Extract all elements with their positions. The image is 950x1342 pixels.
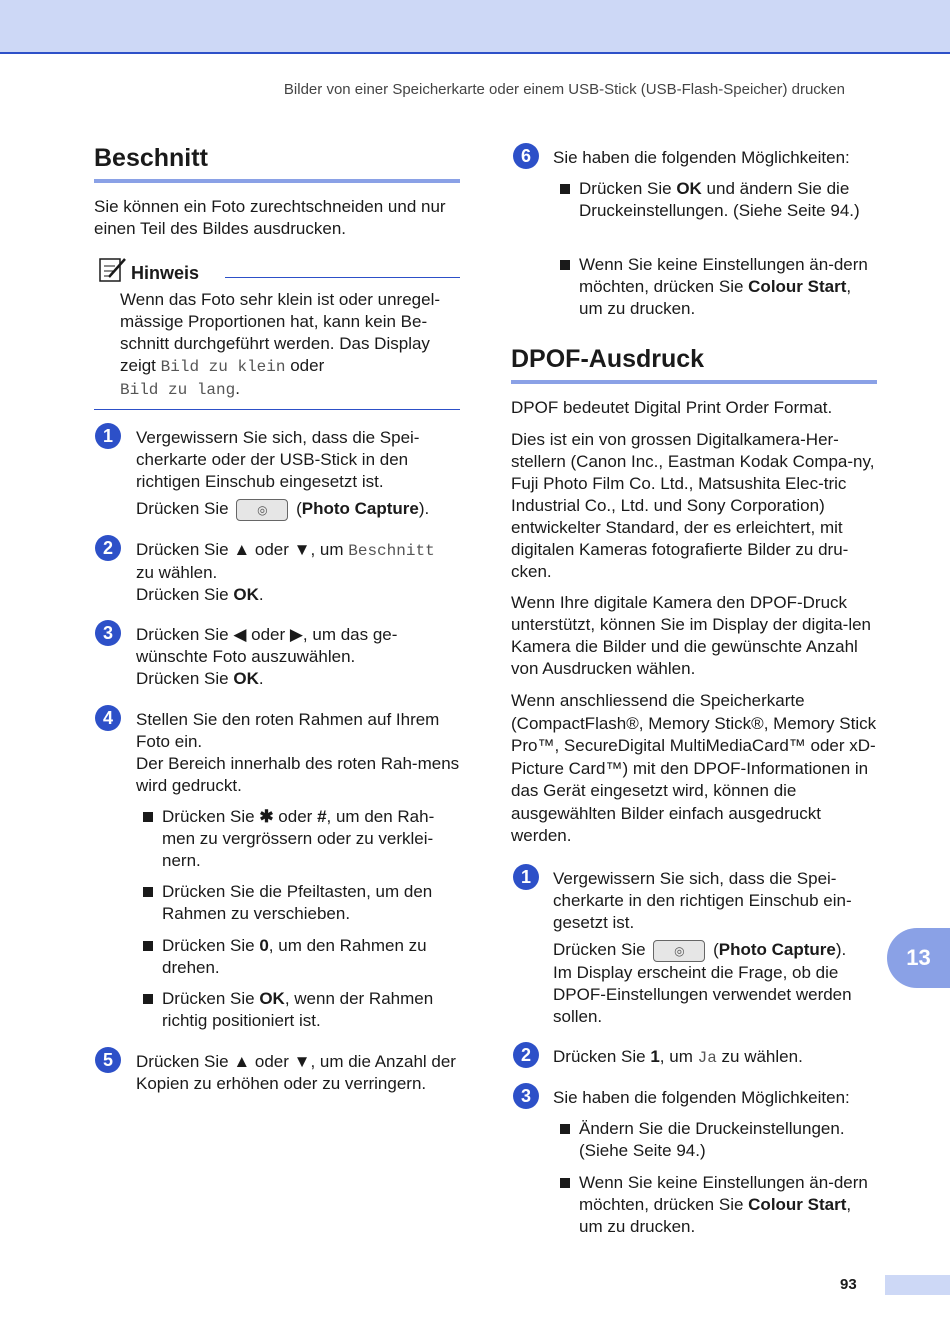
note-text-part: . [235, 379, 240, 398]
step-number: 6 [513, 143, 539, 169]
key-label: Photo Capture [718, 940, 836, 959]
note-pencil-icon [97, 255, 127, 285]
step-number: 1 [95, 423, 121, 449]
bullet-text: Drücken Sie OK und ändern Sie die Druckeinstellungen. (Siehe Seite 94.) [579, 179, 860, 220]
key-label: Photo Capture [301, 499, 419, 518]
bullet-square [143, 941, 153, 951]
step-text: Drücken Sie ▲ oder ▼, um Beschnitt zu wählen. Drücken Sie OK. [136, 540, 435, 604]
step-text: Drücken Sie ▲ oder ▼, um die Anzahl der Kopien zu erhöhen oder zu verringern. [136, 1052, 456, 1093]
note-text-part: oder [290, 356, 325, 375]
key-label: OK [233, 585, 259, 604]
step-text: Vergewissern Sie sich, dass die Spei-cherkarte oder der USB-Stick in den richtigen Einschub eingesetzt ist. [136, 428, 420, 491]
step-number: 1 [513, 864, 539, 890]
step-number: 3 [95, 620, 121, 646]
step-press-line: Drücken Sie ◎ (Photo Capture). [136, 498, 461, 521]
step-text-part: Drücken Sie ◀ oder ▶, um das ge-wünschte Foto auszuwählen. [136, 625, 398, 666]
step-text-part: zu wählen. [136, 563, 218, 582]
heading-rule [94, 179, 460, 183]
step-text-part: Drücken Sie ▲ oder ▼, um [136, 540, 344, 559]
paragraph: Wenn anschliessend die Speicherkarte (CompactFlash®, Memory Stick®, Memory Stick Pro™, SecureDigital MultiMediaCard™ oder xD-Picture Card™) mit den DPOF-Informationen in das Gerät eingesetzt wird, können die ausgewählten Bilder einfach ausgedruckt werden. [511, 691, 877, 845]
photo-capture-key-icon: ◎ [236, 499, 288, 521]
step-text-part: Stellen Sie den roten Rahmen auf Ihrem Foto ein. [136, 710, 440, 751]
step-number: 2 [95, 535, 121, 561]
section-heading-beschnitt: Beschnitt [94, 144, 208, 172]
step-text-part: Der Bereich innerhalb des roten Rah-mens wird gedruckt. [136, 754, 460, 795]
bullet-text: Drücken Sie die Pfeiltasten, um den Rahmen zu verschieben. [162, 882, 433, 923]
paragraph: Dies ist ein von grossen Digitalkamera-Her-stellern (Canon Inc., Eastman Kodak Compa-ny, Fuji Photo Film Co. Ltd., Matsushita Elec-tric Industrial Co., Ltd. und Sony Corporation) entwickelter Standard, der es erleichtert, mit digitalen Kameras fotografierte Bilder zu dru-cken. [511, 430, 875, 581]
step-text-part: Drücken Sie [136, 499, 229, 518]
bullet-text: Wenn Sie keine Einstellungen än-dern möchten, drücken Sie Colour Start, um zu drucken. [579, 255, 868, 318]
step-text [136, 709, 461, 797]
step-number: 2 [513, 1042, 539, 1068]
step-text: Sie haben die folgenden Möglichkeiten: [553, 148, 850, 167]
section-heading-dpof: DPOF-Ausdruck [511, 345, 705, 373]
running-header: Bilder von einer Speicherkarte oder einem USB-Stick (USB-Flash-Speicher) drucken [283, 81, 845, 98]
bullet-square [560, 1178, 570, 1188]
step-text-part: Drücken Sie [136, 669, 229, 688]
display-message: Bild zu lang [120, 381, 236, 399]
note-text [120, 289, 462, 401]
chapter-tab: 13 [887, 928, 950, 988]
page-number: 93 [840, 1276, 857, 1293]
step-press-line: Drücken Sie ◎ (Photo Capture). [553, 939, 883, 962]
bullet-square [143, 994, 153, 1004]
bullet-text: Drücken Sie ✱ oder #, um den Rah-men zu vergrössern oder zu verklei-nern. [162, 807, 435, 870]
step-text-part: Drücken Sie [136, 585, 229, 604]
step-text: Drücken Sie ◀ oder ▶, um das ge-wünschte Foto auszuwählen. Drücken Sie OK. [136, 625, 398, 688]
bullet-square [560, 260, 570, 270]
step-text-part: Drücken Sie [553, 940, 646, 959]
note-rule [225, 277, 460, 278]
bullet-square [560, 184, 570, 194]
photo-capture-key-icon: ◎ [653, 940, 705, 962]
step-text: Sie haben die folgenden Möglichkeiten: [553, 1088, 850, 1107]
bullet-text: Wenn Sie keine Einstellungen än-dern möchten, drücken Sie Colour Start, um zu drucken. [579, 1173, 868, 1236]
page-number-bar [885, 1275, 950, 1295]
bullet-square [560, 1124, 570, 1134]
step-text: Drücken Sie 1, um Ja zu wählen. [553, 1047, 803, 1067]
heading-rule [511, 380, 877, 384]
bullet-square [143, 887, 153, 897]
bullet-text: Ändern Sie die Druckeinstellungen. (Siehe Seite 94.) [579, 1119, 845, 1160]
step-number: 3 [513, 1083, 539, 1109]
note-text-part: Wenn das Foto sehr klein ist oder unregel-mässige Proportionen hat, kann kein Be-schnitt durchgeführt werden. Das Display zeigt [120, 290, 441, 375]
display-message: Beschnitt [348, 542, 435, 560]
key-label: OK [233, 669, 259, 688]
paragraph: DPOF bedeutet Digital Print Order Format. [511, 398, 833, 417]
bullet-text: Drücken Sie 0, um den Rahmen zu drehen. [162, 936, 427, 977]
intro-paragraph: Sie können ein Foto zurechtschneiden und nur einen Teil des Bildes ausdrucken. [94, 197, 446, 238]
note-title: Hinweis [131, 263, 200, 283]
note-bottom-rule [94, 409, 460, 410]
display-message: Bild zu klein [160, 358, 286, 376]
paragraph: Wenn Ihre digitale Kamera den DPOF-Druck unterstützt, können Sie im Display der digita-len Kamera die Bilder und die gewünschte Anzahl von Ausdrucken wählen. [511, 593, 872, 678]
bullet-square [143, 812, 153, 822]
step-number: 4 [95, 705, 121, 731]
step-number: 5 [95, 1047, 121, 1073]
step-text: Im Display erscheint die Frage, ob die DPOF-Einstellungen verwendet werden sollen. [553, 963, 852, 1026]
top-color-band [0, 0, 950, 54]
bullet-text: Drücken Sie OK, wenn der Rahmen richtig positioniert ist. [162, 989, 434, 1030]
step-text: Vergewissern Sie sich, dass die Spei-cherkarte in den richtigen Einschub ein-gesetzt ist. [553, 869, 852, 932]
